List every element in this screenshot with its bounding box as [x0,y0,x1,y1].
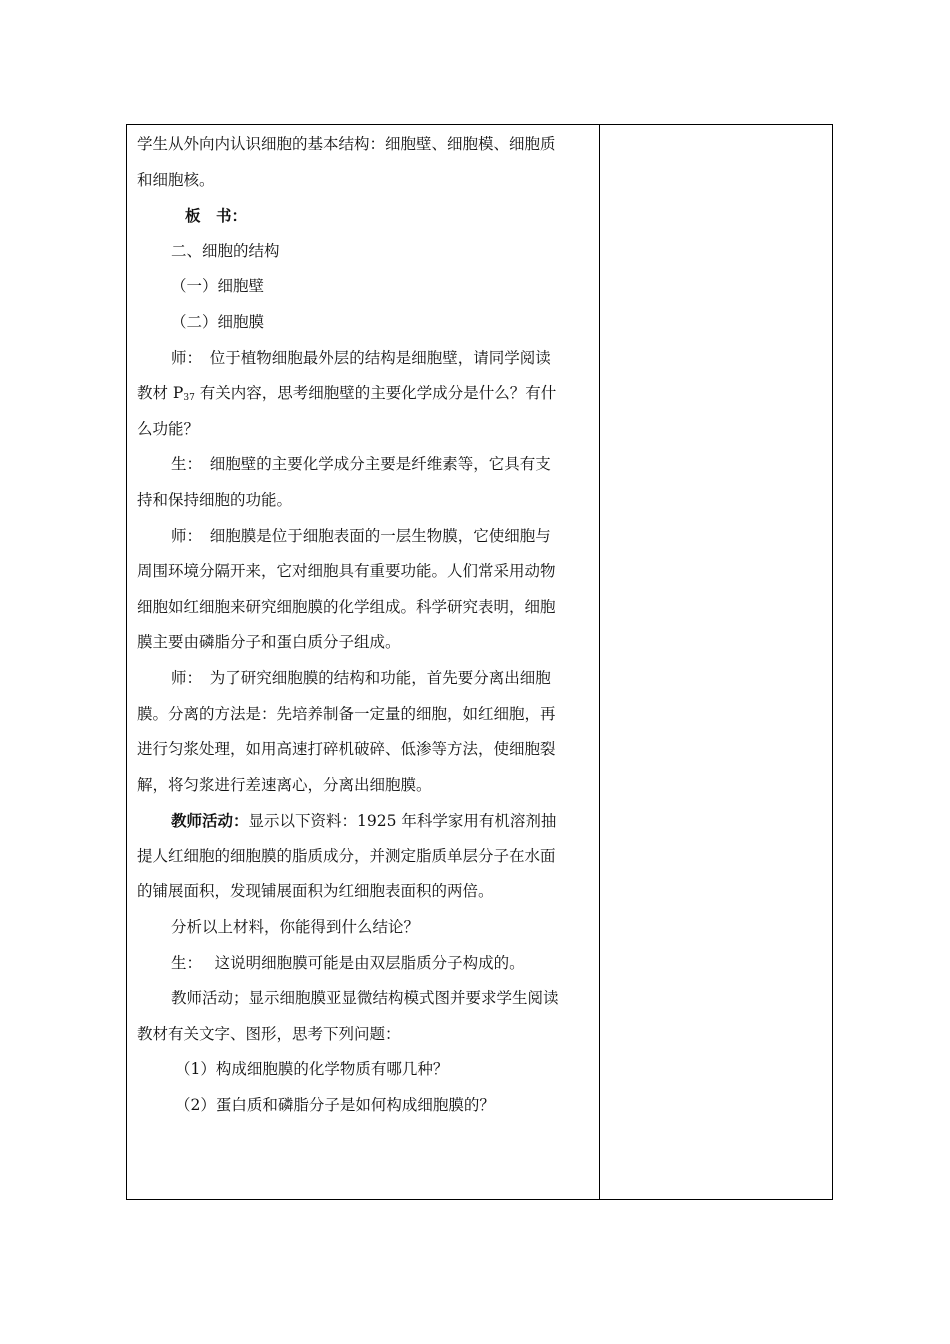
text-line: 分析以上材料，你能得到什么结论？ [171,918,420,937]
text-line: 细胞如红细胞来研究细胞膜的化学组成。科学研究表明，细胞 [137,597,556,616]
text-line: 提人红细胞的细胞膜的脂质成分，并测定脂质单层分子在水面 [137,846,556,865]
subsection-heading: （一）细胞壁 [171,277,265,296]
lesson-table [126,124,833,1200]
question-item: （1）构成细胞膜的化学物质有哪几种？ [175,1060,449,1079]
subsection-heading: （二）细胞膜 [171,312,265,331]
text-line: 膜主要由磷脂分子和蛋白质分子组成。 [137,633,401,652]
page-subscript: 37 [183,393,195,404]
text-line: 师： 细胞膜是位于细胞表面的一层生物膜，它使细胞与 [171,526,551,545]
text-line: 和细胞核。 [137,170,215,189]
text-line: 生： 这说明细胞膜可能是由双层脂质分子构成的。 [171,953,525,972]
notes-cell [600,125,832,1199]
lesson-content-cell [137,127,589,1124]
text-line: 生： 细胞壁的主要化学成分主要是纤维素等，它具有支 [171,455,551,474]
text-line: 进行匀浆处理，如用高速打碎机破碎、低渗等方法，使细胞裂 [137,740,556,759]
text-line: 膜。分离的方法是：先培养制备一定量的细胞，如红细胞，再 [137,704,556,723]
board-heading: 板 书： [185,206,248,226]
text-line: 学生从外向内认识细胞的基本结构：细胞壁、细胞模、细胞质 [137,135,556,153]
text-line: 解，将匀浆进行差速离心，分离出细胞膜。 [137,775,432,794]
text-line: 师： 为了研究细胞膜的结构和功能，首先要分离出细胞 [171,668,551,687]
text-line: 持和保持细胞的功能。 [137,490,293,509]
text-line: 的铺展面积，发现铺展面积为红细胞表面积的两倍。 [137,882,494,901]
text-line: 教材有关文字、图形，思考下列问题： [137,1024,401,1043]
text-line: 周围环境分隔开来，它对细胞具有重要功能。人们常采用动物 [137,562,556,581]
teacher-activity-label: 教师活动： [171,811,249,831]
text-line: 教师活动；显示细胞膜亚显微结构模式图并要求学生阅读 [171,989,559,1008]
text-line: 教材 $P_{37}$ 有关内容，思考细胞壁的主要化学成分是什么？有什 [137,384,557,404]
text-line: 么功能？ [137,419,200,438]
question-item: （2）蛋白质和磷脂分子是如何构成细胞膜的？ [175,1096,495,1115]
text-line: 教师活动：显示以下资料：1925 年科学家用有机溶剂抽 [171,811,557,831]
section-heading: 二、细胞的结构 [171,241,280,260]
text-line: 师： 位于植物细胞最外层的结构是细胞壁，请同学阅读 [171,348,551,367]
